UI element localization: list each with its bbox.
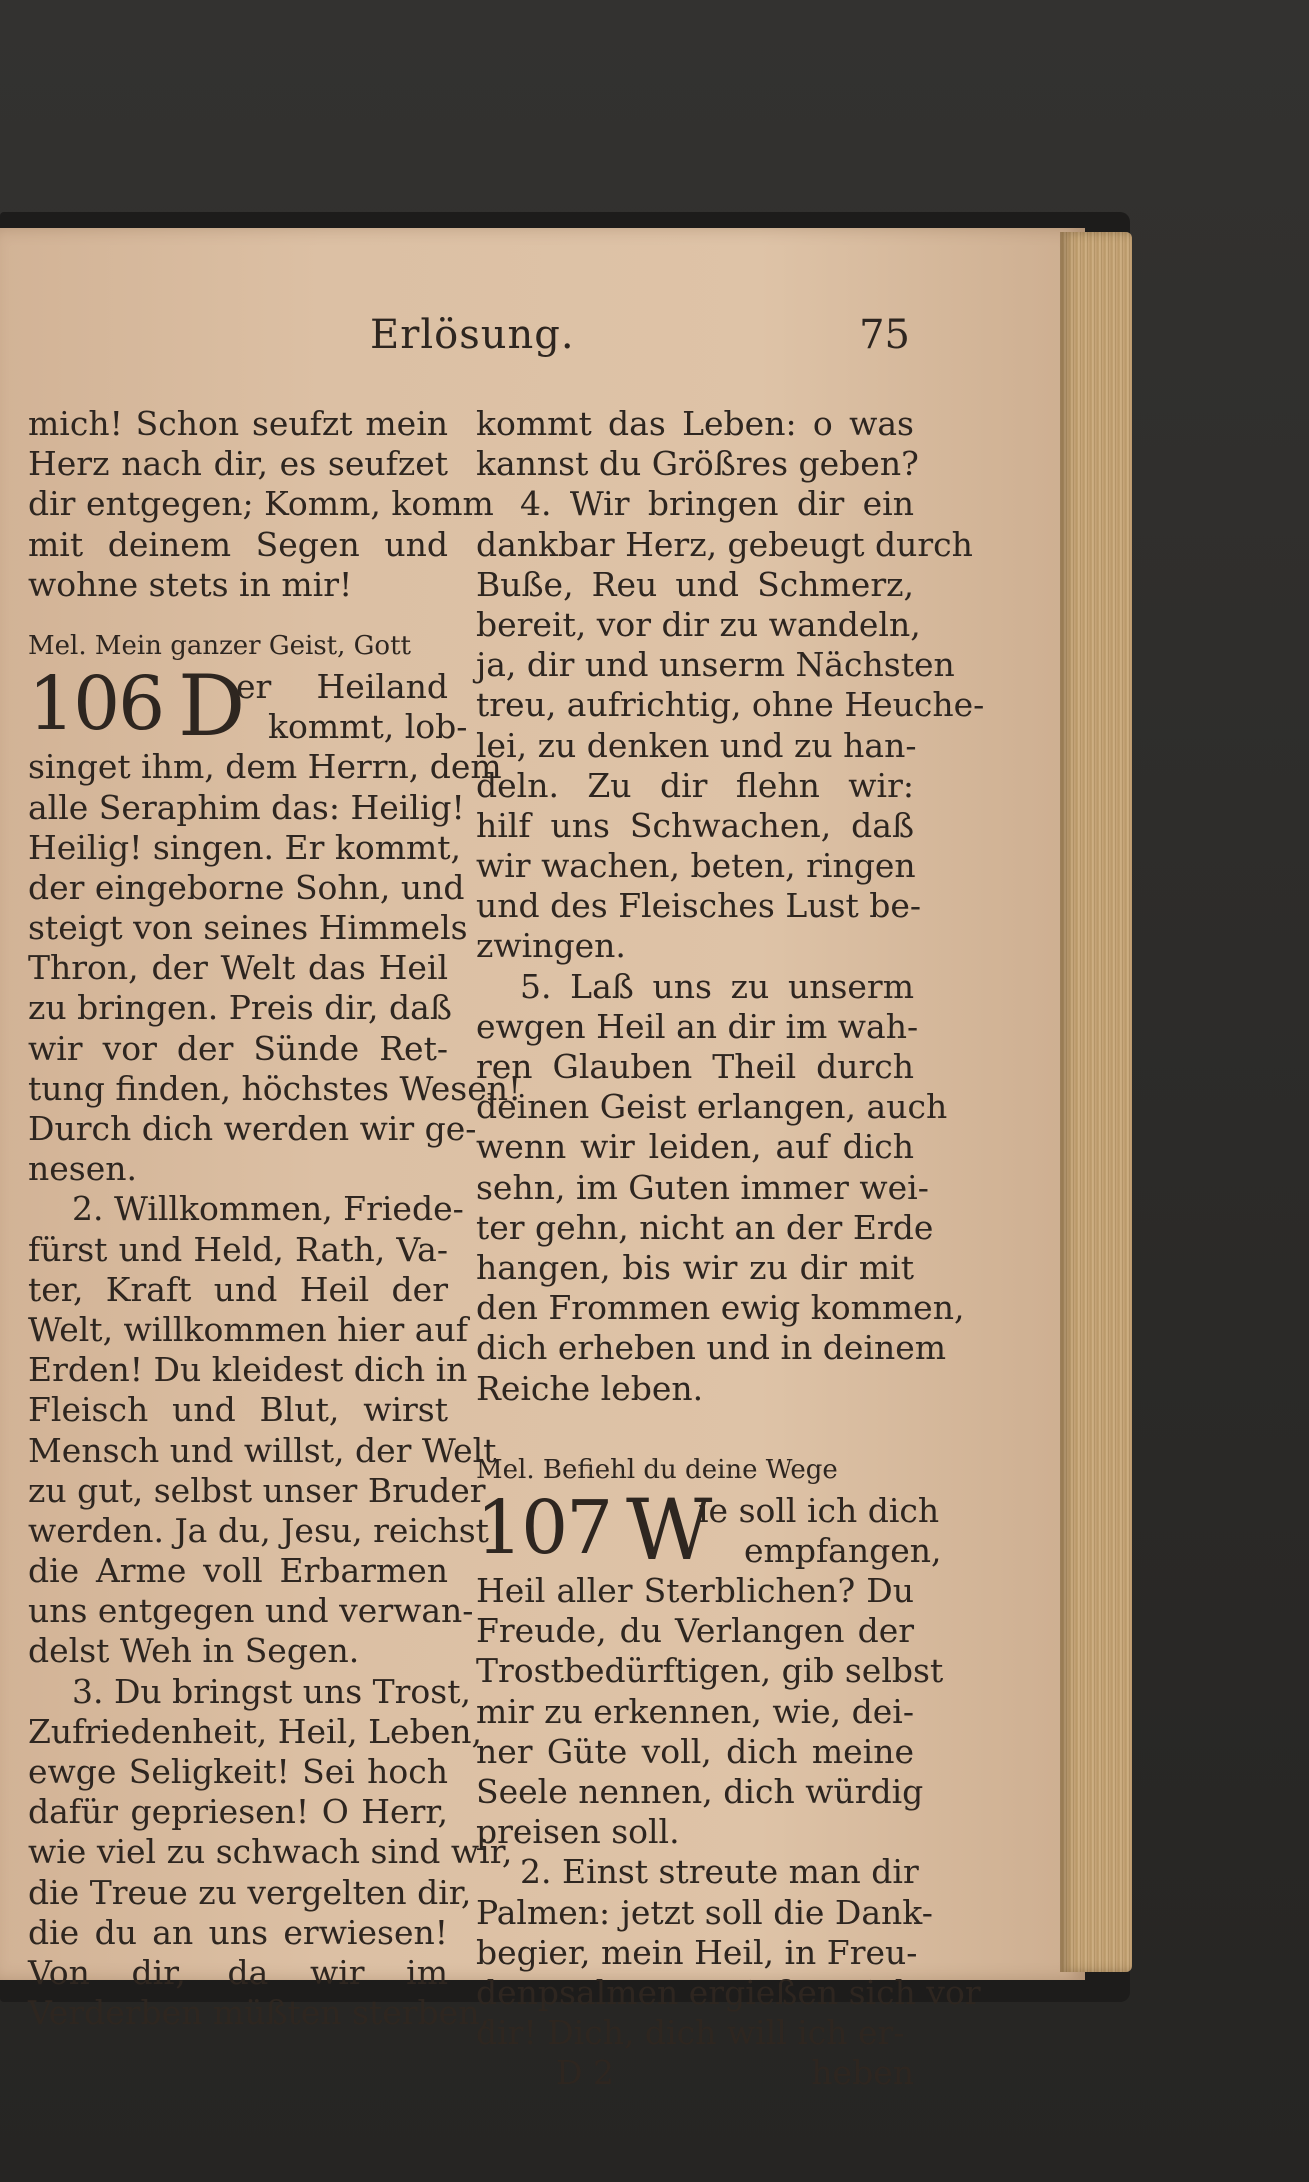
text-line: dir! Dich, dich will ich er-	[476, 2013, 905, 2053]
text-line: wenn wir leiden, auf dich	[476, 1127, 914, 1167]
text-line: Von dir, da wir im	[28, 1952, 448, 1992]
text-line: ter gehn, nicht an der Erde	[476, 1207, 934, 1247]
text-line: delst Weh in Segen.	[28, 1631, 360, 1671]
running-head-title: Erlösung.	[370, 312, 575, 358]
text-line: 2. Einst streute man dir	[520, 1852, 919, 1892]
text-line: zu gut, selbst unser Bruder	[28, 1470, 486, 1510]
text-line: 2. Willkommen, Friede-	[72, 1189, 464, 1229]
text-line: kommt das Leben: o was	[476, 404, 914, 443]
text-line: den Frommen ewig kommen,	[476, 1288, 965, 1328]
text-line: Fleisch und Blut, wirst	[28, 1390, 448, 1430]
drop-cap-106: D	[178, 656, 246, 755]
right-column	[476, 404, 985, 2094]
text-line: und des Fleisches Lust be-	[476, 886, 922, 926]
right-text-after	[476, 1571, 981, 2053]
text-line: ter, Kraft und Heil der	[28, 1269, 448, 1309]
melody-line-107: Mel. Befiehl du deine Wege	[476, 1454, 838, 1485]
text-line: dafür gepriesen! O Herr,	[28, 1792, 448, 1832]
text-line: Trostbedürftigen, gib selbst	[476, 1651, 944, 1691]
hymn-106-heading	[28, 656, 468, 755]
text-line: Zufriedenheit, Heil, Leben,	[28, 1711, 482, 1751]
text-line: singet ihm, dem Herrn, dem	[28, 747, 502, 787]
text-line: deinen Geist erlangen, auch	[476, 1087, 948, 1127]
text-line: fürst und Held, Rath, Va-	[28, 1229, 448, 1269]
left-column	[28, 404, 522, 2033]
right-text-before	[476, 404, 985, 1409]
text-line: die Treue zu vergelten dir,	[28, 1872, 472, 1912]
text-line: mir zu erkennen, wie, dei-	[476, 1691, 915, 1731]
text-line: alle Seraphim das: Heilig!	[28, 787, 465, 827]
left-text-before	[28, 404, 494, 605]
footer-row	[476, 2053, 914, 2093]
text-line: nesen.	[28, 1149, 137, 1189]
text-line: dich erheben und in deinem	[476, 1328, 947, 1368]
text-line: mich! Schon seufzt mein	[28, 404, 448, 443]
hymn-106-second-line: kommt, lob-	[268, 707, 468, 747]
spacer	[476, 1409, 914, 1429]
melody-line-106: Mel. Mein ganzer Geist, Gott	[28, 630, 411, 661]
text-line: 5. Laß uns zu unserm	[520, 966, 914, 1006]
text-line: begier, mein Heil, in Freu-	[476, 1932, 918, 1972]
text-line: Mensch und willst, der Welt	[28, 1430, 497, 1470]
text-line: wir vor der Sünde Ret-	[28, 1028, 448, 1068]
text-line: zwingen.	[476, 926, 626, 966]
text-line: ner Güte voll, dich meine	[476, 1731, 914, 1771]
text-line: dir entgegen; Komm, komm	[28, 484, 494, 524]
hymn-107-heading	[476, 1480, 942, 1579]
text-line: Durch dich werden wir ge-	[28, 1109, 477, 1149]
text-line: 3. Du bringst uns Trost,	[72, 1671, 471, 1711]
text-line: die du an uns erwiesen!	[28, 1912, 448, 1952]
running-head	[370, 312, 910, 372]
text-line: die Arme voll Erbarmen	[28, 1551, 448, 1591]
text-line: dankbar Herz, gebeugt durch	[476, 524, 973, 564]
text-line: Erden! Du kleidest dich in	[28, 1350, 468, 1390]
hymn-number-106: 106	[28, 660, 164, 747]
text-line: wie viel zu schwach sind wir,	[28, 1832, 513, 1872]
page-edges	[1060, 232, 1132, 1972]
text-line: Herz nach dir, es seufzet	[28, 444, 448, 484]
text-line: Thron, der Welt das Heil	[28, 948, 448, 988]
hymn-106-first-line: er Heiland	[236, 666, 448, 706]
text-line: mit deinem Segen und	[28, 524, 448, 564]
text-line: ewgen Heil an dir im wah-	[476, 1006, 919, 1046]
text-line: hilf uns Schwachen, daß	[476, 805, 914, 845]
text-line: uns entgegen und verwan-	[28, 1591, 474, 1631]
text-line: wir wachen, beten, ringen	[476, 846, 916, 886]
text-line: wohne stets in mir!	[28, 564, 353, 604]
left-text-after	[28, 747, 522, 2033]
text-line: Heilig! singen. Er kommt,	[28, 827, 462, 867]
text-line: Verderben müßten sterben,	[28, 1993, 490, 2033]
text-line: denpsalmen ergießen sich vor	[476, 1972, 981, 2012]
text-line: ewge Seligkeit! Sei hoch	[28, 1752, 448, 1792]
text-line: Welt, willkommen hier auf	[28, 1309, 468, 1349]
hymn-107-second-line: empfangen,	[744, 1530, 942, 1570]
text-line: lei, zu denken und zu han-	[476, 725, 917, 765]
text-line: preisen soll.	[476, 1812, 680, 1852]
drop-cap-107: W	[626, 1480, 713, 1579]
text-line: tung finden, höchstes Wesen!	[28, 1068, 522, 1108]
text-line: kannst du Größres geben?	[476, 444, 919, 484]
page-number: 75	[859, 312, 910, 358]
hymn-number-107: 107	[476, 1484, 612, 1571]
text-line: der eingeborne Sohn, und	[28, 867, 465, 907]
text-line: Reiche leben.	[476, 1368, 704, 1408]
text-line: Heil aller Sterblichen? Du	[476, 1571, 914, 1611]
catchword: heben	[811, 2053, 914, 2093]
text-line: ja, dir und unserm Nächsten	[476, 645, 955, 685]
text-line: sehn, im Guten immer wei-	[476, 1167, 929, 1207]
text-line: bereit, vor dir zu wandeln,	[476, 604, 921, 644]
text-line: werden. Ja du, Jesu, reichst	[28, 1510, 489, 1550]
text-line: hangen, bis wir zu dir mit	[476, 1247, 914, 1287]
text-line: Freude, du Verlangen der	[476, 1611, 914, 1651]
signature-mark: D 2	[556, 2053, 614, 2093]
text-line: zu bringen. Preis dir, daß	[28, 988, 452, 1028]
text-line: treu, aufrichtig, ohne Heuche-	[476, 685, 985, 725]
text-line: ren Glauben Theil durch	[476, 1047, 914, 1086]
hymn-107-first-line: ie soll ich dich	[698, 1490, 940, 1530]
text-line: Palmen: jetzt soll die Dank-	[476, 1892, 933, 1932]
text-line: steigt von seines Himmels	[28, 908, 468, 948]
text-line: 4. Wir bringen dir ein	[520, 484, 914, 524]
text-line: Seele nennen, dich würdig	[476, 1772, 924, 1812]
text-line: Buße, Reu und Schmerz,	[476, 564, 914, 604]
text-line: deln. Zu dir flehn wir:	[476, 765, 914, 805]
